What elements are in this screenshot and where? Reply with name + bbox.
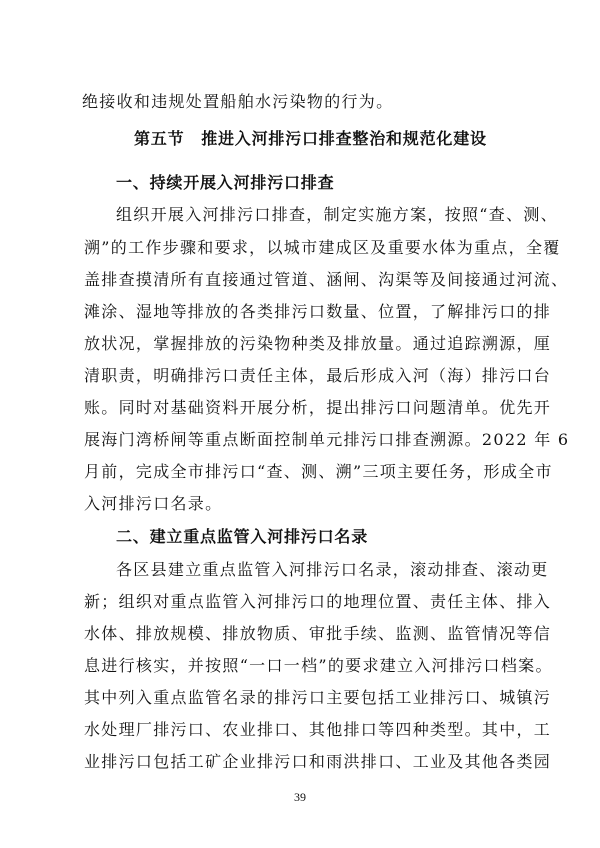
subsection-heading-1: 一、持续开展入河排污口排查 (116, 173, 335, 192)
paragraph-line: 展海门湾桥闸等重点断面控制单元排污口排查溯源。2022 年 6 (84, 430, 570, 449)
paragraph-line: 息进行核实，并按照“一口一档”的要求建立入河排污口档案。 (84, 656, 553, 675)
page-number: 39 (294, 790, 306, 804)
paragraph-line: 入河排污口名录。 (84, 494, 223, 513)
paragraph-line: 其中列入重点监管名录的排污口主要包括工业排污口、城镇污 (84, 688, 552, 707)
paragraph-line: 新；组织对重点监管入河排污口的地理位置、责任主体、排入 (84, 592, 552, 611)
paragraph-line: 账。同时对基础资料开展分析，提出排污口问题清单。优先开 (84, 398, 552, 417)
subsection-heading-2: 二、建立重点监管入河排污口名录 (116, 527, 369, 546)
paragraph-line: 盖排查摸清所有直接通过管道、涵闸、沟渠等及间接通过河流、 (84, 270, 569, 289)
paragraph-line: 各区县建立重点监管入河排污口名录，滚动排查、滚动更 (116, 560, 549, 579)
section-title: 第五节 推进入河排污口排查整治和规范化建设 (134, 129, 487, 148)
paragraph-line: 放状况，掌握排放的污染物种类及排放量。通过追踪溯源，厘 (84, 334, 552, 353)
intro-line: 绝接收和违规处置船舶水污染物的行为。 (82, 92, 394, 111)
paragraph-line: 水处理厂排污口、农业排口、其他排口等四种类型。其中，工 (84, 720, 552, 739)
paragraph-line: 滩涂、湿地等排放的各类排污口数量、位置，了解排污口的排 (84, 302, 552, 321)
paragraph-line: 溯”的工作步骤和要求，以城市建成区及重要水体为重点，全覆 (84, 238, 561, 257)
paragraph-line: 月前，完成全市排污口“查、测、溯”三项主要任务，形成全市 (84, 462, 553, 481)
paragraph-line: 业排污口包括工矿企业排污口和雨洪排口、工业及其他各类园 (84, 752, 552, 771)
paragraph-line: 水体、排放规模、排放物质、审批手续、监测、监管情况等信 (84, 624, 552, 643)
paragraph-line: 组织开展入河排污口排查，制定实施方案，按照“查、测、 (116, 205, 558, 224)
paragraph-line: 清职责，明确排污口责任主体，最后形成入河（海）排污口台 (84, 366, 552, 385)
